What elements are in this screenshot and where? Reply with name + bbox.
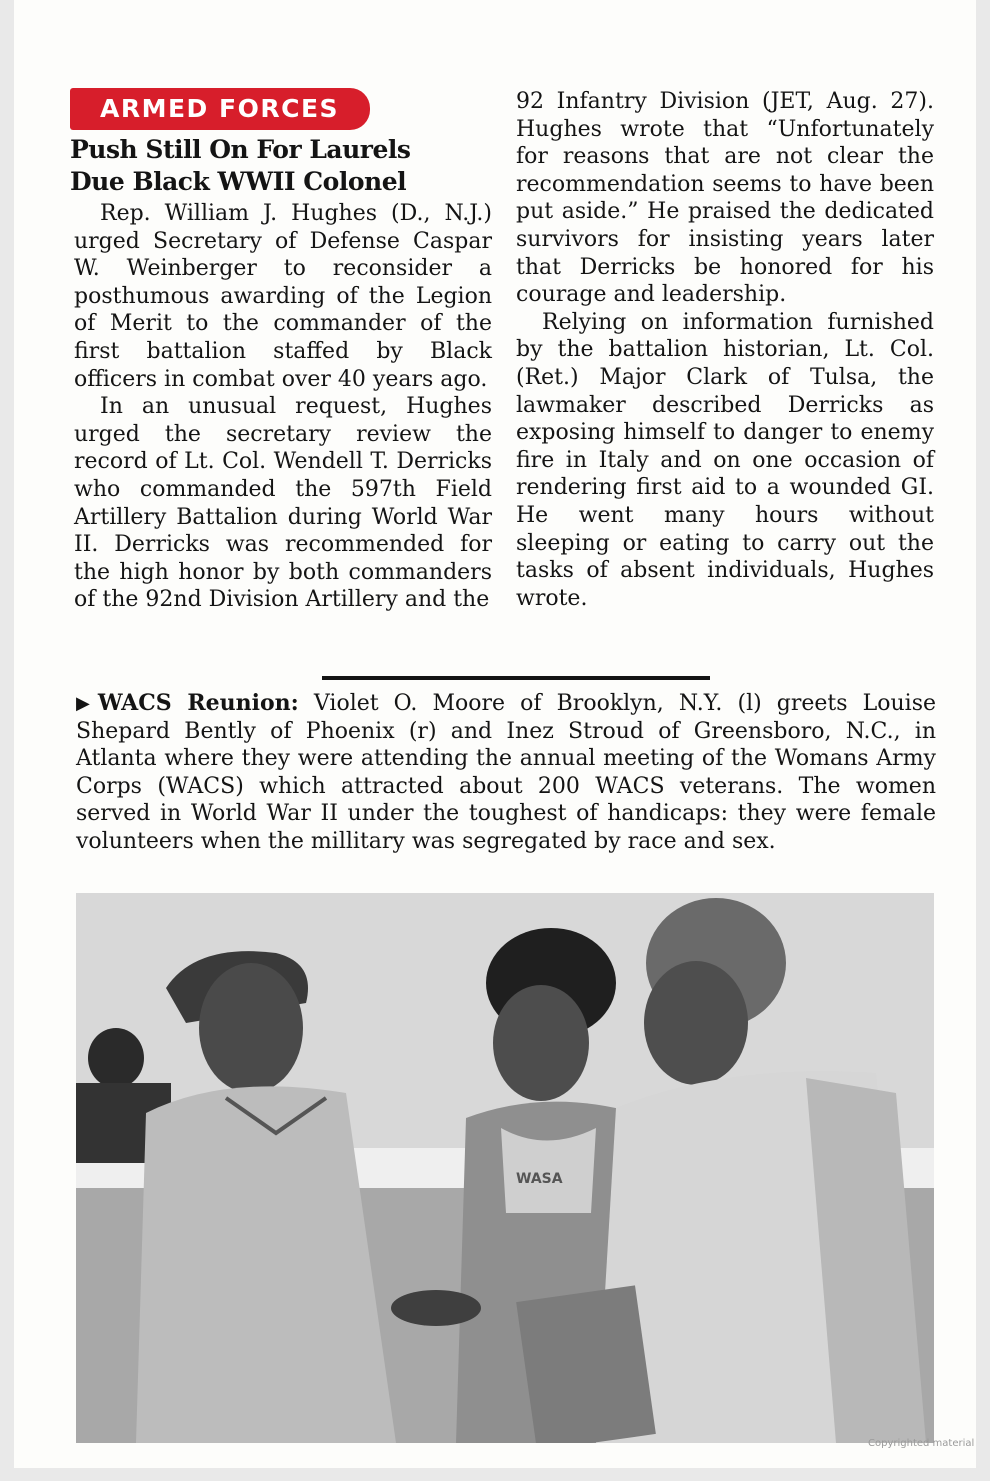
photo-illustration <box>76 893 934 1443</box>
article-headline <box>70 134 500 198</box>
headline-line-2: Due Black WWII Colonel <box>70 167 407 196</box>
caption-title: WACS Reunion: <box>97 690 299 716</box>
caption-marker-icon: ▶ <box>76 693 90 714</box>
headline-line-1: Push Still On For Laurels <box>70 135 411 164</box>
caption-text: Violet O. Moore of Brooklyn, N.Y. (l) greets Louise Shepard Bently of Phoenix (r) and Inez Stroud of Greensboro, N.C., in Atlanta where they were attending the annual meeting of the Womans Army Corps (WACS) which attracted about 200 WACS veterans. The women served in World War II under the toughest of handicaps: they were female volunteers when the millitary was segregated by race and sex. <box>76 691 937 854</box>
copyright-watermark: Copyrighted material <box>868 1438 975 1449</box>
section-divider <box>322 676 710 680</box>
shirt-text: WASA <box>516 1171 563 1187</box>
article-column-left <box>74 200 492 614</box>
section-banner: ARMED FORCES <box>70 88 370 130</box>
photo-caption <box>76 690 936 856</box>
article-paragraph: Relying on information furnished by the battalion historian, Lt. Col. (Ret.) Major Clark of Tulsa, the lawmaker described Derricks as exposing himself to danger to enemy fire in Italy and on one occasion of rendering first aid to a wounded GI. He went many hours without sleeping or eating to carry out the tasks of absent individuals, Hughes wrote. <box>516 309 934 611</box>
article-column-right <box>516 88 934 612</box>
news-photo <box>76 893 934 1443</box>
article-paragraph: In an unusual request, Hughes urged the secretary review the record of Lt. Col. Wendell T. Derricks who commanded the 597th Field Artillery Battalion during World War II. Derricks was recommended for the high honor by both commanders of the 92nd Division Artillery and the <box>74 394 492 613</box>
article-paragraph: 92 Infantry Division (JET, Aug. 27). Hughes wrote that “Unfortunately for reasons that are not clear the recommendation seems to have been put aside.” He praised the dedicated survivors for insisting years later that Derricks be honored for his courage and leadership. <box>516 89 934 308</box>
article-paragraph: Rep. William J. Hughes (D., N.J.) urged Secretary of Defense Caspar W. Weinberger to reconsider a posthumous awarding of the Legion of Merit to the commander of the first battalion staffed by Black officers in combat over 40 years ago. <box>74 201 492 392</box>
